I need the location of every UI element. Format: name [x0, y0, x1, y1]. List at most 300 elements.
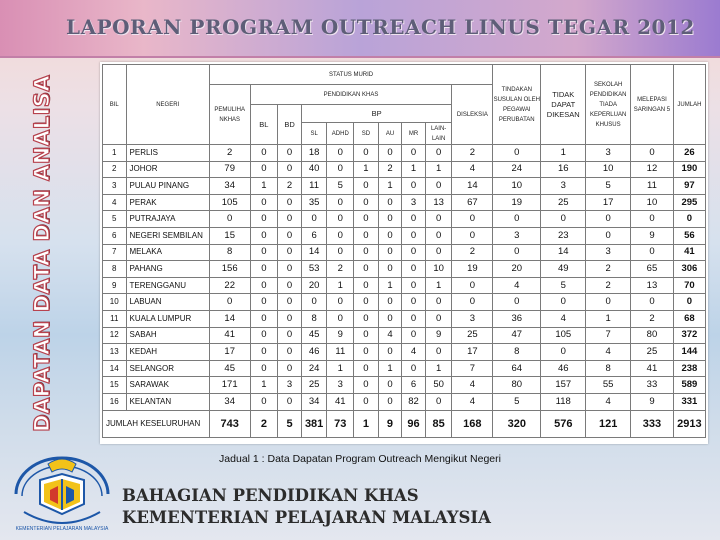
- table-cell: 1: [541, 145, 586, 162]
- table-cell: 34: [301, 393, 327, 410]
- table-cell: 0: [354, 310, 379, 327]
- table-cell: 0: [250, 244, 278, 261]
- table-cell: 0: [402, 277, 426, 294]
- table-row: [103, 178, 706, 195]
- row-total: 306: [673, 261, 705, 278]
- table-cell: 53: [301, 261, 327, 278]
- table-cell: 4: [378, 327, 402, 344]
- table-cell: 0: [378, 194, 402, 211]
- table-row: [103, 211, 706, 228]
- table-cell: 20: [301, 277, 327, 294]
- total-cell: 85: [425, 410, 452, 437]
- header-mr: MR: [402, 123, 426, 145]
- table-cell: 0: [250, 393, 278, 410]
- table-cell: 4: [452, 393, 493, 410]
- row-total: 589: [673, 377, 705, 394]
- table-cell: 0: [452, 211, 493, 228]
- row-number: 4: [103, 194, 127, 211]
- table-cell: 0: [250, 327, 278, 344]
- table-cell: 0: [493, 145, 541, 162]
- table-cell: 2: [452, 244, 493, 261]
- row-number: 9: [103, 277, 127, 294]
- table-cell: 22: [209, 277, 250, 294]
- table-cell: 0: [278, 161, 302, 178]
- table-cell: 67: [452, 194, 493, 211]
- table-cell: 4: [586, 344, 631, 361]
- table-cell: 11: [301, 178, 327, 195]
- table-cell: 0: [402, 294, 426, 311]
- table-cell: 9: [327, 327, 354, 344]
- state-name: KUALA LUMPUR: [126, 310, 209, 327]
- table-cell: 0: [354, 145, 379, 162]
- table-cell: 0: [378, 227, 402, 244]
- table-cell: 0: [301, 211, 327, 228]
- table-cell: 0: [278, 294, 302, 311]
- row-number: 7: [103, 244, 127, 261]
- row-total: 238: [673, 360, 705, 377]
- table-cell: 0: [402, 261, 426, 278]
- table-cell: 0: [378, 261, 402, 278]
- table-cell: 0: [278, 310, 302, 327]
- table-cell: 0: [378, 294, 402, 311]
- table-cell: 0: [327, 211, 354, 228]
- state-name: SARAWAK: [126, 377, 209, 394]
- row-total: 97: [673, 178, 705, 195]
- table-cell: 105: [209, 194, 250, 211]
- table-cell: 35: [301, 194, 327, 211]
- table-cell: 41: [327, 393, 354, 410]
- table-cell: 0: [425, 145, 452, 162]
- table-cell: 3: [327, 377, 354, 394]
- table-row: [103, 261, 706, 278]
- table-cell: 0: [631, 211, 674, 228]
- table-cell: 25: [452, 327, 493, 344]
- table-cell: 9: [425, 327, 452, 344]
- state-name: KEDAH: [126, 344, 209, 361]
- table-cell: 3: [278, 377, 302, 394]
- table-cell: 14: [541, 244, 586, 261]
- table-cell: 0: [631, 145, 674, 162]
- row-total: 372: [673, 327, 705, 344]
- table-cell: 80: [493, 377, 541, 394]
- table-cell: 5: [327, 178, 354, 195]
- table-cell: 2: [327, 261, 354, 278]
- header-bp: BP: [301, 105, 452, 123]
- row-total: 70: [673, 277, 705, 294]
- table-row: [103, 244, 706, 261]
- table-cell: 0: [250, 145, 278, 162]
- row-total: 41: [673, 244, 705, 261]
- row-number: 13: [103, 344, 127, 361]
- state-name: PERAK: [126, 194, 209, 211]
- table-cell: 0: [586, 227, 631, 244]
- table-cell: 0: [354, 393, 379, 410]
- table-cell: 0: [327, 244, 354, 261]
- state-name: LABUAN: [126, 294, 209, 311]
- table-cell: 0: [354, 194, 379, 211]
- row-number: 15: [103, 377, 127, 394]
- table-cell: 1: [327, 277, 354, 294]
- table-cell: 0: [541, 211, 586, 228]
- header-bil: BIL: [103, 65, 127, 145]
- table-cell: 6: [402, 377, 426, 394]
- table-cell: 2: [278, 178, 302, 195]
- table-cell: 4: [402, 344, 426, 361]
- state-name: PAHANG: [126, 261, 209, 278]
- table-cell: 1: [250, 178, 278, 195]
- table-cell: 0: [354, 377, 379, 394]
- header-sl: SL: [301, 123, 327, 145]
- state-name: JOHOR: [126, 161, 209, 178]
- total-cell: 121: [586, 410, 631, 437]
- row-total: 144: [673, 344, 705, 361]
- table-cell: 79: [209, 161, 250, 178]
- table-cell: 2: [452, 145, 493, 162]
- table-cell: 0: [250, 360, 278, 377]
- header-bl: BL: [250, 105, 278, 145]
- page-title: LAPORAN PROGRAM OUTREACH LINUS TEGAR 2012: [66, 15, 695, 39]
- table-cell: 0: [402, 244, 426, 261]
- logo-ring-text: KEMENTERIAN PELAJARAN MALAYSIA: [15, 526, 109, 532]
- table-cell: 14: [209, 310, 250, 327]
- row-total: 0: [673, 294, 705, 311]
- table-cell: 34: [209, 393, 250, 410]
- table-cell: 64: [493, 360, 541, 377]
- total-cell: 333: [631, 410, 674, 437]
- row-number: 11: [103, 310, 127, 327]
- header-pendidikan-khas: PENDIDIKAN KHAS: [250, 85, 452, 105]
- side-title: DAPATAN DATA DAN ANALISA: [30, 74, 54, 432]
- table-cell: 0: [378, 145, 402, 162]
- table-cell: 25: [631, 344, 674, 361]
- table-cell: 25: [541, 194, 586, 211]
- total-cell: 5: [278, 410, 302, 437]
- table-cell: 0: [425, 244, 452, 261]
- table-cell: 5: [493, 393, 541, 410]
- header-disleksia: DISLEKSIA: [452, 85, 493, 145]
- table-cell: 0: [354, 261, 379, 278]
- table-cell: 0: [586, 294, 631, 311]
- table-cell: 0: [250, 211, 278, 228]
- table-cell: 10: [425, 261, 452, 278]
- table-cell: 41: [631, 360, 674, 377]
- total-cell: 576: [541, 410, 586, 437]
- table-cell: 0: [354, 327, 379, 344]
- row-number: 5: [103, 211, 127, 228]
- table-cell: 171: [209, 377, 250, 394]
- header-negeri: NEGERI: [126, 65, 209, 145]
- table-cell: 0: [378, 393, 402, 410]
- outreach-data-table: [102, 64, 706, 438]
- table-cell: 1: [378, 277, 402, 294]
- table-cell: 1: [378, 178, 402, 195]
- table-cell: 0: [354, 294, 379, 311]
- table-cell: 20: [493, 261, 541, 278]
- table-cell: 2: [209, 145, 250, 162]
- row-number: 14: [103, 360, 127, 377]
- table-cell: 0: [278, 145, 302, 162]
- table-cell: 3: [452, 310, 493, 327]
- table-row: [103, 294, 706, 311]
- table-cell: 9: [631, 393, 674, 410]
- state-name: PUTRAJAYA: [126, 211, 209, 228]
- table-cell: 24: [493, 161, 541, 178]
- table-cell: 5: [541, 277, 586, 294]
- table-cell: 8: [209, 244, 250, 261]
- table-cell: 11: [327, 344, 354, 361]
- table-cell: 0: [541, 294, 586, 311]
- table-cell: 8: [301, 310, 327, 327]
- table-cell: 0: [327, 161, 354, 178]
- header-bd: BD: [278, 105, 302, 145]
- table-row: [103, 393, 706, 410]
- table-cell: 0: [402, 145, 426, 162]
- table-cell: 0: [278, 344, 302, 361]
- table-cell: 0: [250, 294, 278, 311]
- table-cell: 45: [209, 360, 250, 377]
- table-cell: 1: [586, 310, 631, 327]
- table-cell: 0: [425, 310, 452, 327]
- row-number: 2: [103, 161, 127, 178]
- table-cell: 0: [402, 178, 426, 195]
- table-cell: 34: [209, 178, 250, 195]
- table-cell: 1: [378, 360, 402, 377]
- table-cell: 0: [631, 244, 674, 261]
- table-cell: 0: [250, 344, 278, 361]
- table-cell: 4: [541, 310, 586, 327]
- table-cell: 0: [250, 194, 278, 211]
- table-cell: 0: [354, 244, 379, 261]
- table-cell: 0: [452, 277, 493, 294]
- table-cell: 7: [586, 327, 631, 344]
- table-cell: 49: [541, 261, 586, 278]
- table-cell: 1: [425, 161, 452, 178]
- table-cell: 4: [452, 161, 493, 178]
- table-cell: 24: [301, 360, 327, 377]
- total-cell: 1: [354, 410, 379, 437]
- row-number: 10: [103, 294, 127, 311]
- table-cell: 46: [301, 344, 327, 361]
- row-total: 295: [673, 194, 705, 211]
- total-label: JUMLAH KESELURUHAN: [103, 410, 210, 437]
- table-cell: 0: [278, 360, 302, 377]
- table-cell: 9: [631, 227, 674, 244]
- table-cell: 0: [278, 261, 302, 278]
- table-cell: 0: [402, 310, 426, 327]
- table-cell: 1: [250, 377, 278, 394]
- table-row: [103, 310, 706, 327]
- total-cell: 168: [452, 410, 493, 437]
- table-cell: 4: [586, 393, 631, 410]
- table-cell: 0: [327, 294, 354, 311]
- table-cell: 0: [425, 227, 452, 244]
- header-jumlah: JUMLAH: [673, 65, 705, 145]
- table-cell: 0: [402, 211, 426, 228]
- table-cell: 0: [250, 161, 278, 178]
- table-cell: 0: [402, 360, 426, 377]
- table-cell: 19: [452, 261, 493, 278]
- table-cell: 0: [378, 211, 402, 228]
- table-cell: 1: [327, 360, 354, 377]
- table-row: [103, 145, 706, 162]
- table-cell: 8: [586, 360, 631, 377]
- header-melepasi: MELEPASI SARINGAN 5: [631, 65, 674, 145]
- table-cell: 3: [586, 244, 631, 261]
- row-number: 1: [103, 145, 127, 162]
- total-cell: 9: [378, 410, 402, 437]
- row-number: 8: [103, 261, 127, 278]
- total-cell: 2: [250, 410, 278, 437]
- total-cell: 96: [402, 410, 426, 437]
- table-cell: 0: [402, 227, 426, 244]
- header-au: AU: [378, 123, 402, 145]
- state-name: TERENGGANU: [126, 277, 209, 294]
- table-cell: 0: [493, 244, 541, 261]
- table-cell: 7: [452, 360, 493, 377]
- table-cell: 10: [493, 178, 541, 195]
- table-cell: 3: [586, 145, 631, 162]
- table-cell: 40: [301, 161, 327, 178]
- table-row: [103, 277, 706, 294]
- table-cell: 0: [425, 178, 452, 195]
- row-number: 6: [103, 227, 127, 244]
- table-cell: 6: [301, 227, 327, 244]
- table-cell: 50: [425, 377, 452, 394]
- header-status-murid: STATUS MURID: [209, 65, 492, 85]
- table-cell: 0: [378, 310, 402, 327]
- table-cell: 0: [278, 211, 302, 228]
- table-cell: 41: [209, 327, 250, 344]
- row-number: 3: [103, 178, 127, 195]
- row-total: 68: [673, 310, 705, 327]
- table-cell: 12: [631, 161, 674, 178]
- table-cell: 45: [301, 327, 327, 344]
- row-total: 0: [673, 211, 705, 228]
- table-cell: 4: [493, 277, 541, 294]
- data-table-container: [100, 62, 708, 444]
- table-cell: 0: [452, 294, 493, 311]
- table-row: [103, 360, 706, 377]
- table-cell: 0: [278, 277, 302, 294]
- table-cell: 17: [586, 194, 631, 211]
- table-cell: 14: [301, 244, 327, 261]
- table-row: [103, 344, 706, 361]
- table-cell: 4: [452, 377, 493, 394]
- header-lain-lain: LAIN-LAIN: [425, 123, 452, 145]
- table-cell: 0: [425, 211, 452, 228]
- table-cell: 0: [402, 327, 426, 344]
- state-name: SABAH: [126, 327, 209, 344]
- table-cell: 0: [378, 244, 402, 261]
- table-cell: 0: [327, 227, 354, 244]
- table-cell: 0: [278, 393, 302, 410]
- table-cell: 13: [425, 194, 452, 211]
- table-cell: 1: [354, 161, 379, 178]
- table-cell: 0: [354, 227, 379, 244]
- table-row: [103, 194, 706, 211]
- table-cell: 10: [586, 161, 631, 178]
- table-cell: 0: [250, 227, 278, 244]
- table-cell: 0: [250, 261, 278, 278]
- table-cell: 80: [631, 327, 674, 344]
- table-cell: 0: [278, 227, 302, 244]
- table-cell: 14: [452, 178, 493, 195]
- table-cell: 0: [541, 344, 586, 361]
- table-cell: 13: [631, 277, 674, 294]
- total-cell: 743: [209, 410, 250, 437]
- row-total: 56: [673, 227, 705, 244]
- state-name: MELAKA: [126, 244, 209, 261]
- table-cell: 0: [354, 360, 379, 377]
- table-cell: 0: [493, 211, 541, 228]
- table-cell: 2: [586, 277, 631, 294]
- table-cell: 0: [452, 227, 493, 244]
- table-row: [103, 227, 706, 244]
- table-caption: Jadual 1 : Data Dapatan Program Outreach Mengikut Negeri: [219, 453, 501, 465]
- table-cell: 0: [354, 211, 379, 228]
- table-cell: 157: [541, 377, 586, 394]
- table-cell: 0: [425, 294, 452, 311]
- header-pemulihan-khas: PEMULIHA NKHAS: [209, 85, 250, 145]
- header-adhd: ADHD: [327, 123, 354, 145]
- table-cell: 17: [452, 344, 493, 361]
- table-cell: 36: [493, 310, 541, 327]
- table-cell: 0: [250, 277, 278, 294]
- table-cell: 1: [425, 277, 452, 294]
- ministry-logo: [10, 454, 114, 536]
- header-sd: SD: [354, 123, 379, 145]
- table-cell: 1: [425, 360, 452, 377]
- table-cell: 0: [327, 145, 354, 162]
- table-cell: 1: [402, 161, 426, 178]
- table-row: [103, 327, 706, 344]
- table-cell: 19: [493, 194, 541, 211]
- total-row: [103, 410, 706, 437]
- table-cell: 17: [209, 344, 250, 361]
- total-cell: 2913: [673, 410, 705, 437]
- table-cell: 65: [631, 261, 674, 278]
- table-cell: 8: [493, 344, 541, 361]
- total-cell: 381: [301, 410, 327, 437]
- table-cell: 3: [541, 178, 586, 195]
- state-name: NEGERI SEMBILAN: [126, 227, 209, 244]
- state-name: PERLIS: [126, 145, 209, 162]
- table-cell: 2: [378, 161, 402, 178]
- table-cell: 0: [278, 194, 302, 211]
- table-cell: 0: [425, 344, 452, 361]
- table-cell: 33: [631, 377, 674, 394]
- table-cell: 0: [327, 310, 354, 327]
- table-cell: 0: [327, 194, 354, 211]
- row-number: 16: [103, 393, 127, 410]
- table-cell: 18: [301, 145, 327, 162]
- table-cell: 0: [301, 294, 327, 311]
- total-cell: 320: [493, 410, 541, 437]
- table-cell: 0: [354, 277, 379, 294]
- header-tindakan: TINDAKAN SUSULAN OLEH PEGAWAI PERUBATAN: [493, 65, 541, 145]
- table-cell: 0: [378, 344, 402, 361]
- table-cell: 118: [541, 393, 586, 410]
- table-cell: 156: [209, 261, 250, 278]
- table-cell: 105: [541, 327, 586, 344]
- table-cell: 0: [278, 244, 302, 261]
- department-line-1: BAHAGIAN PENDIDIKAN KHAS: [122, 486, 419, 505]
- table-body: [103, 145, 706, 438]
- table-cell: 25: [301, 377, 327, 394]
- row-total: 190: [673, 161, 705, 178]
- state-name: SELANGOR: [126, 360, 209, 377]
- table-cell: 11: [631, 178, 674, 195]
